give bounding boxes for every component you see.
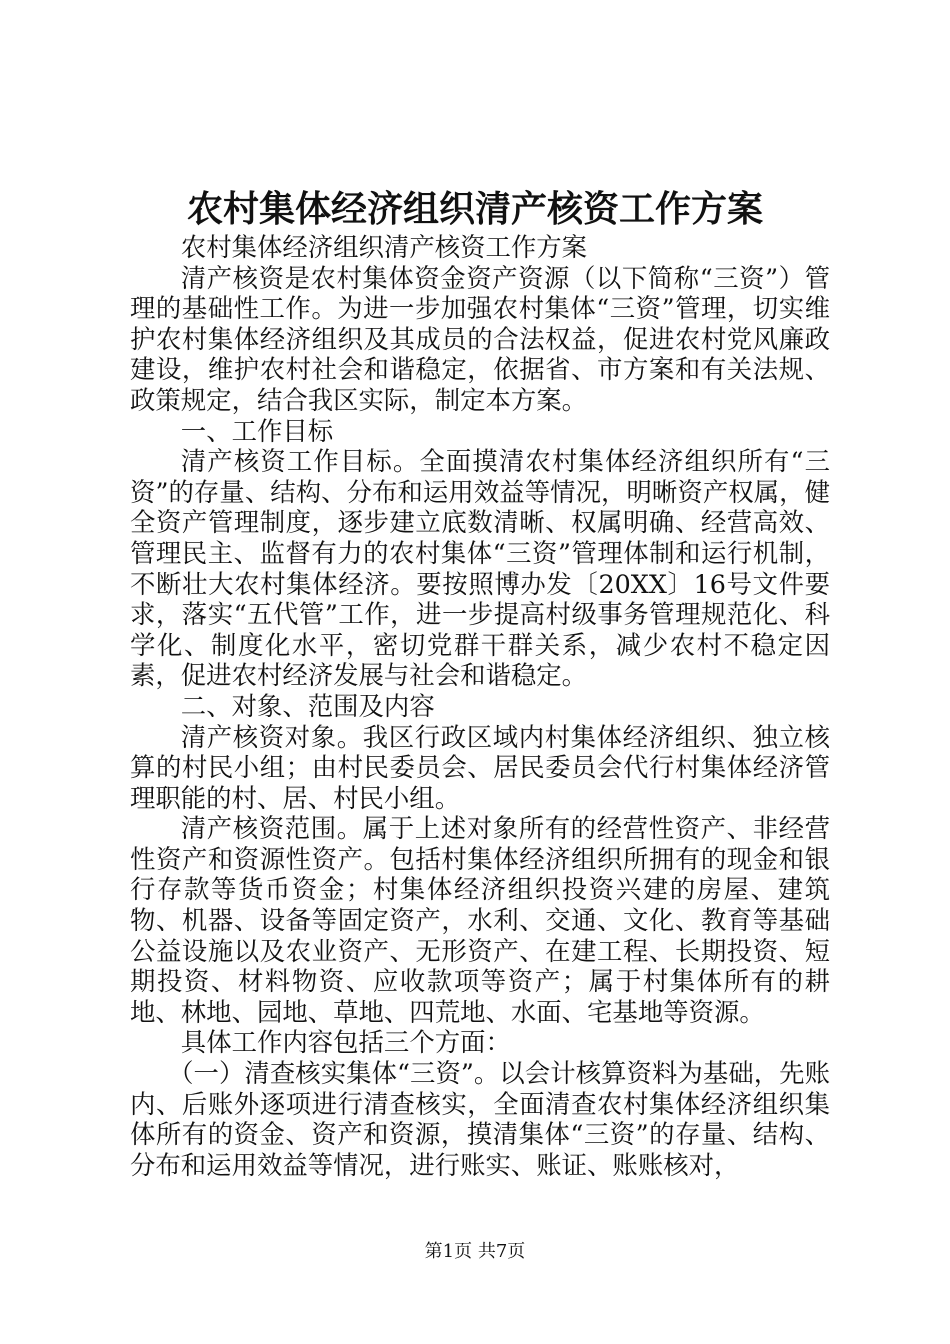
document-body: [130, 232, 830, 1180]
section-heading-goals: 一、工作目标: [180, 415, 334, 446]
paragraph-intro: 清产核资是农村集体资金资产资源（以下简称“三资”）管理的基础性工作。为进一步加强农村集体“三资”管理，切实维护农村集体经济组织及其成员的合法权益，促进农村党风廉政建设，维护农村社会和谐稳定，依据省、市方案和有关法规、政策规定，结合我区实际，制定本方案。: [130, 262, 830, 415]
paragraph-subtitle: 农村集体经济组织清产核资工作方案: [180, 232, 588, 262]
section-heading-scope: 二、对象、范围及内容: [180, 690, 435, 721]
paragraph-item-one: （一）清查核实集体“三资”。以会计核算资料为基础，先账内、后账外逐项进行清查核实，全面清查农村集体经济组织集体所有的资金、资产和资源，摸清集体“三资”的存量、结构、分布和运用效益等情况，进行账实、账证、账账核对，: [130, 1058, 830, 1180]
paragraph-goals: 清产核资工作目标。全面摸清农村集体经济组织所有“三资”的存量、结构、分布和运用效益等情况，明晰资产权属，健全资产管理制度，逐步建立底数清晰、权属明确、经营高效、管理民主、监督有力的农村集体“三资”管理体制和运行机制，不断壮大农村集体经济。要按照博办发〔20XX〕16号文件要求，落实“五代管”工作，进一步提高村级事务管理规范化、科学化、制度化水平，密切党群干群关系，减少农村不稳定因素，促进农村经济发展与社会和谐稳定。: [130, 446, 830, 691]
document-title: 农村集体经济组织清产核资工作方案: [186, 188, 763, 230]
paragraph-range: 清产核资范围。属于上述对象所有的经营性资产、非经营性资产和资源性资产。包括村集体经济组织所拥有的现金和银行存款等货币资金；村集体经济组织投资兴建的房屋、建筑物、机器、设备等固定资产，水利、交通、文化、教育等基础公益设施以及农业资产、无形资产、在建工程、长期投资、短期投资、材料物资、应收款项等资产；属于村集体所有的耕地、林地、园地、草地、四荒地、水面、宅基地等资源。: [130, 813, 830, 1027]
page-number-footer: 第1页 共7页: [424, 1241, 526, 1262]
paragraph-content-intro: 具体工作内容包括三个方面：: [180, 1027, 511, 1058]
paragraph-targets: 清产核资对象。我区行政区域内村集体经济组织、独立核算的村民小组；由村民委员会、居民委员会代行村集体经济管理职能的村、居、村民小组。: [130, 721, 830, 813]
